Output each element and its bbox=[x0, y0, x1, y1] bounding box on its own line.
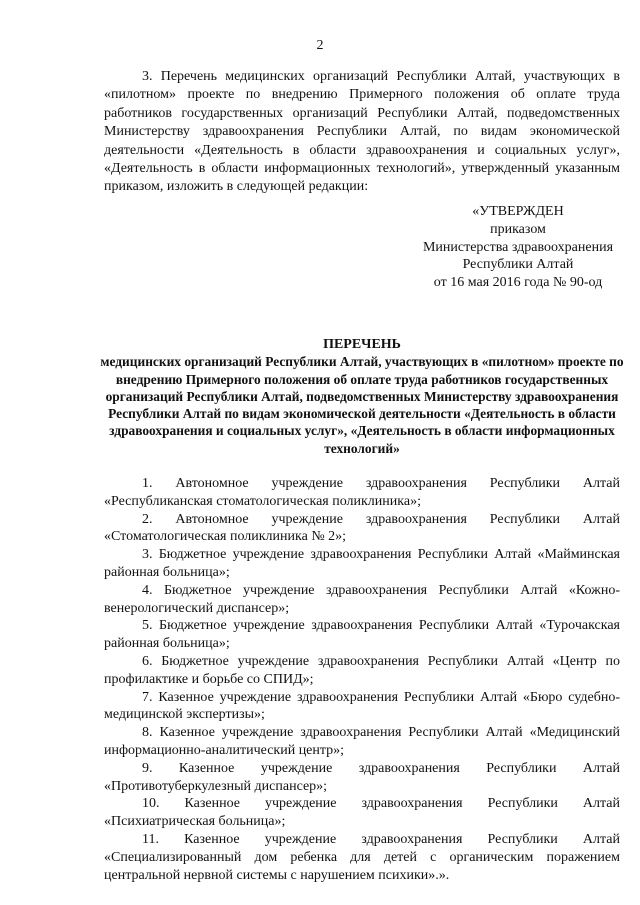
list-subtitle: медицинских организаций Республики Алтай, участвующих в «пилотном» проекте по внедрению Примерного положения об оплате труда работников государственных организаций Республики Алтай, подведомственных Министерству здравоохранения Республики Алтай по видам экономической деятельности «Деятельность в области здравоохранения и социальных услуг», «Деятельность в области информационных технологий» bbox=[100, 354, 624, 456]
list-title: ПЕРЕЧЕНЬ bbox=[323, 337, 401, 352]
list-item: 2. Автономное учреждение здравоохранения Республики Алтай «Стоматологическая поликлиника № 2»; bbox=[104, 511, 620, 545]
approval-line-1: «УТВЕРЖДЕН bbox=[472, 204, 564, 219]
list-item: 9. Казенное учреждение здравоохранения Республики Алтай «Противотуберкулезный диспансер»; bbox=[104, 760, 620, 794]
list-item: 5. Бюджетное учреждение здравоохранения Республики Алтай «Турочакская районная больница»; bbox=[104, 618, 620, 652]
intro-paragraph: 3. Перечень медицинских организаций Республики Алтай, участвующих в «пилотном» проекте по внедрению Примерного положения об оплате труда работников государственных организаций Республики Алтай, подведомственных Министерству здравоохранения Республики Алтай, по видам экономической деятельности «Деятельность в области здравоохранения и социальных услуг», «Деятельность в области информационных технологий», утвержденный указанным приказом, изложить в следующей редакции: bbox=[104, 69, 620, 195]
list-item: 3. Бюджетное учреждение здравоохранения Республики Алтай «Майминская районная больница»; bbox=[104, 547, 620, 580]
list-item: 6. Бюджетное учреждение здравоохранения Республики Алтай «Центр по профилактике и борьбе со СПИД»; bbox=[104, 653, 620, 687]
page-number: 2 bbox=[316, 38, 324, 53]
list-item: 7. Казенное учреждение здравоохранения Республики Алтай «Бюро судебно-медицинской экспертизы»; bbox=[104, 689, 620, 723]
approval-line-3: Министерства здравоохранения bbox=[422, 239, 614, 255]
approval-line-2: приказом bbox=[490, 221, 546, 237]
list-item: 4. Бюджетное учреждение здравоохранения Республики Алтай «Кожно-венерологический диспансер»; bbox=[104, 582, 620, 616]
approval-stamp bbox=[408, 203, 628, 292]
approval-line-4: Республики Алтай bbox=[462, 257, 574, 273]
list-item: 10. Казенное учреждение здравоохранения Республики Алтай «Психиатрическая больница»; bbox=[104, 796, 620, 830]
list-heading bbox=[100, 336, 624, 457]
organization-list bbox=[104, 475, 620, 884]
list-item: 1. Автономное учреждение здравоохранения Республики Алтай «Республиканская стоматологическая поликлиника»; bbox=[104, 476, 620, 509]
list-item: 8. Казенное учреждение здравоохранения Республики Алтай «Медицинский информационно-аналитический центр»; bbox=[104, 725, 620, 758]
list-item: 11. Казенное учреждение здравоохранения Республики Алтай «Специализированный дом ребенка для детей с органическим поражением центральной нервной системы с нарушением психики».». bbox=[104, 831, 620, 883]
approval-line-5: от 16 мая 2016 года № 90-од bbox=[433, 275, 603, 291]
